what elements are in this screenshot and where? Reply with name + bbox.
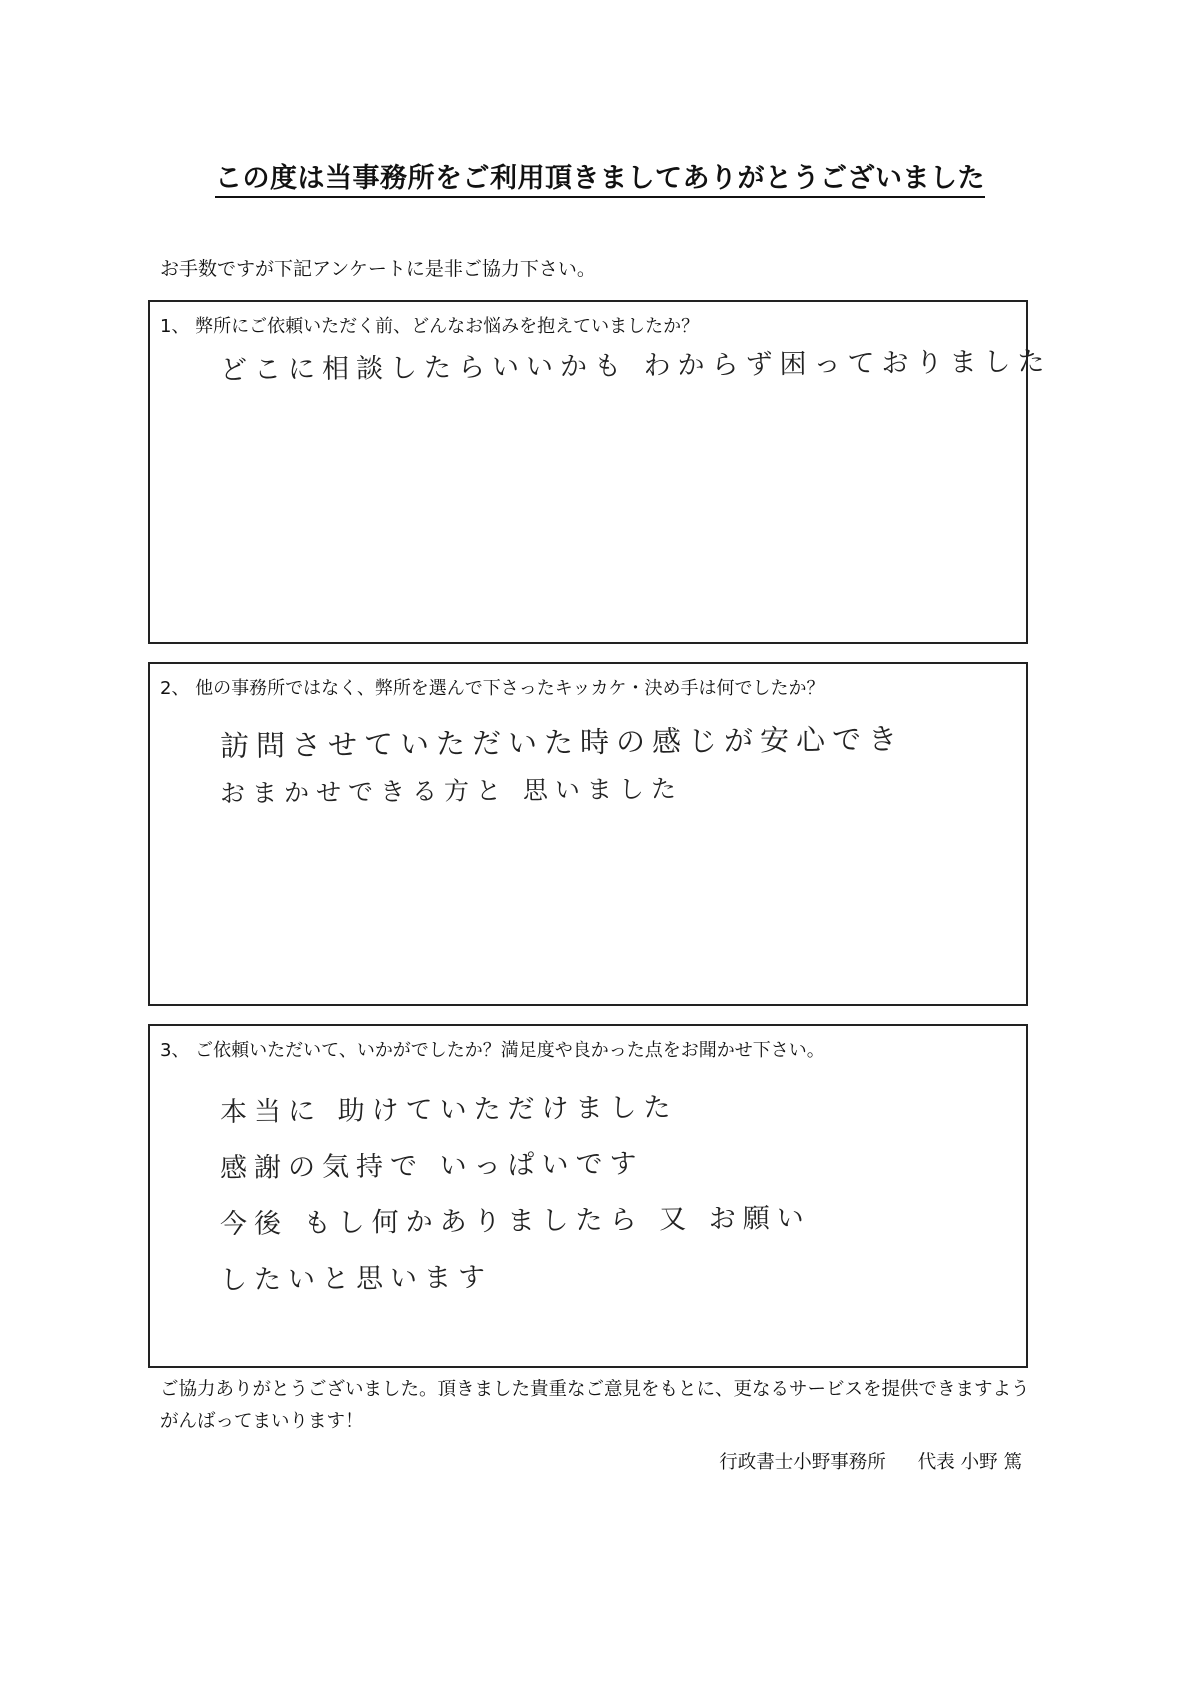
question-box-1	[148, 300, 1052, 644]
question-label-1: 1、 弊所にご依頼いただく前、どんなお悩みを抱えていましたか？	[160, 316, 700, 337]
answer-line: 今後 もし何かありましたら 又 お願い	[219, 1202, 811, 1240]
answer-line: 本当に 助けていただけました	[219, 1092, 678, 1128]
answer-line: おまかせできる方と 思いました	[219, 774, 684, 808]
intro-text: お手数ですが下記アンケートに是非ご協力下さい。	[160, 258, 596, 280]
question-label-3: 3、 ご依頼いただいて、いかがでしたか？満足度や良かった点をお聞かせ下さい。	[160, 1040, 825, 1061]
closing-message: ご協力ありがとうございました。頂きました貴重なご意見をもとに、更なるサービスを提供できますようがんばってまいります！	[160, 1379, 1030, 1432]
answer-line: 訪問させていただいた時の感じが安心でき	[219, 721, 905, 763]
question-box-3	[148, 1024, 1028, 1368]
answer-line: 感謝の気持で いっぱいです	[219, 1148, 644, 1184]
question-box-2	[148, 662, 1028, 1006]
answer-line: したいと思います	[219, 1262, 493, 1296]
answer-line: どこに相談したらいいかも わからず困っておりました	[219, 346, 1052, 386]
signature	[719, 1448, 1022, 1474]
office-name: 行政書士小野事務所	[719, 1452, 886, 1473]
question-label-2: 2、 他の事務所ではなく、弊所を選んで下さったキッカケ・決め手は何でしたか？	[160, 678, 825, 699]
title-text: この度は当事務所をご利用頂きましてありがとうございました	[215, 163, 985, 198]
representative-name: 代表 小野 篤	[917, 1452, 1022, 1473]
document-title	[0, 156, 1200, 195]
